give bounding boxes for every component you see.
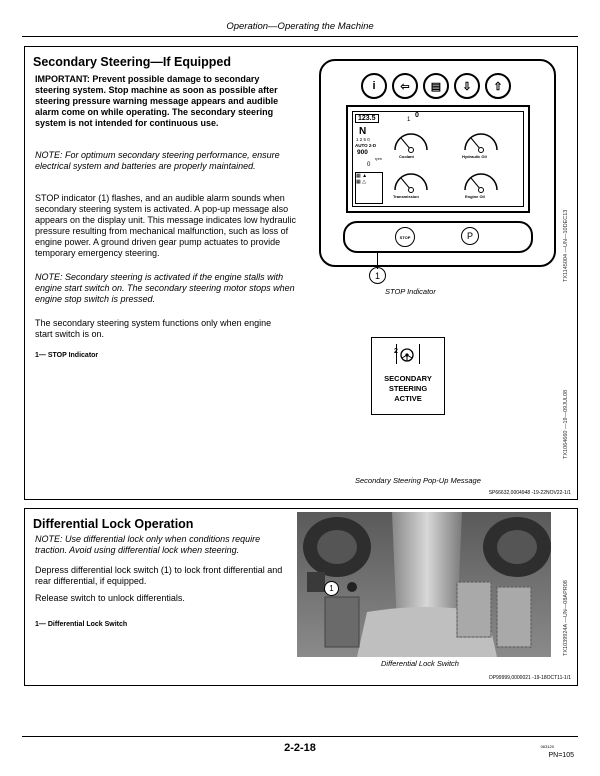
note-1: NOTE: For optimum secondary steering performance, ensure electrical system and batteries are properly maintained. bbox=[35, 150, 280, 171]
steering-wheel-icon bbox=[400, 348, 414, 362]
section-1-ref: SP66632,0004948 -19-22NOV22-1/1 bbox=[488, 490, 571, 496]
menu-icon: ▤ bbox=[423, 73, 449, 99]
engine-oil-gauge-icon bbox=[461, 164, 501, 194]
legend-diff-lock: 1— Differential Lock Switch bbox=[35, 621, 128, 628]
diff-caption: Differential Lock Switch bbox=[381, 659, 459, 668]
page-header: Operation—Operating the Machine bbox=[226, 21, 374, 32]
photo-callout-1: 1 bbox=[324, 581, 339, 596]
popup-line-3: ACTIVE bbox=[394, 394, 422, 403]
rpm2-readout: 900 bbox=[357, 149, 368, 156]
monitor-figure bbox=[319, 59, 556, 267]
page-number: 2-2-18 bbox=[284, 742, 316, 754]
gear-readout: N bbox=[359, 126, 367, 137]
diff-note: NOTE: Use differential lock only when conditions require traction. Avoid using differential lock when steering. bbox=[35, 534, 261, 555]
figure-2-id: TX1064660 —19—09JUL08 bbox=[563, 389, 569, 459]
park-indicator-icon: P bbox=[461, 227, 479, 245]
one-readout: 1 bbox=[407, 117, 411, 123]
auto-readout: AUTO 2-D bbox=[355, 143, 377, 148]
differential-lock-section bbox=[24, 508, 578, 686]
hydraulic-oil-gauge-icon bbox=[461, 124, 501, 154]
stop-indicator: STOP bbox=[395, 227, 415, 247]
rpm-readout: 1 2 5 0 bbox=[356, 137, 370, 142]
paragraph-1: STOP indicator (1) flashes, and an audible alarm sounds when secondary steering system is activated. A pop-up message also appears on the display unit. This message indicates low hydraulic pressure resulting from mechanical malfunction, such as loss of engine power. A ground driven gear pump actuates to provide temporary emergency steering. bbox=[35, 193, 296, 258]
paragraph-2: The secondary steering system functions only when engine start switch is on. bbox=[35, 318, 272, 339]
footer-pn: PN=105 bbox=[548, 752, 574, 759]
secondary-steering-section bbox=[24, 46, 578, 500]
footer-tiny-code: 063120 bbox=[540, 744, 554, 749]
popup-line-1: SECONDARY bbox=[384, 374, 432, 383]
info-button-icon: i bbox=[361, 73, 387, 99]
transmission-label: Transmission bbox=[393, 194, 419, 199]
engine-oil-label: Engine Oil bbox=[465, 194, 485, 199]
speed-readout: 123.5 bbox=[355, 114, 379, 123]
hydraulic-oil-label: Hydraulic Oil bbox=[462, 154, 487, 159]
display-screen bbox=[346, 105, 530, 213]
zero-readout: 0 bbox=[415, 112, 419, 119]
popup-message-figure bbox=[371, 337, 445, 415]
diff-paragraph-2: Release switch to unlock differentials. bbox=[35, 593, 185, 603]
diff-figure-id: TX1039924A —UN—08APR08 bbox=[563, 580, 569, 656]
display-inner bbox=[352, 111, 524, 207]
figure-2-caption: Secondary Steering Pop-Up Message bbox=[355, 476, 481, 485]
section-title: Secondary Steering—If Equipped bbox=[33, 55, 231, 69]
up-arrow-icon: ⇧ bbox=[485, 73, 511, 99]
header-rule bbox=[22, 36, 578, 37]
transmission-gauge-icon bbox=[391, 164, 431, 194]
count-readout: 0 bbox=[367, 162, 371, 168]
down-arrow-icon: ⇩ bbox=[454, 73, 480, 99]
callout-1: 1 bbox=[369, 267, 386, 284]
diff-paragraph-1: Depress differential lock switch (1) to lock front differential and rear differential, if equipped. bbox=[35, 565, 283, 586]
note-2: NOTE: Secondary steering is activated if the engine stalls with engine start switch on. The secondary steering motor stops when engine stop switch is pressed. bbox=[35, 272, 295, 304]
back-arrow-icon: ⇦ bbox=[392, 73, 418, 99]
legend-stop-indicator: 1— STOP Indicator bbox=[35, 352, 99, 359]
coolant-gauge-icon bbox=[391, 124, 431, 154]
status-icons: ▦ ▲ ▦ △ bbox=[355, 172, 383, 204]
footer-rule bbox=[22, 736, 578, 737]
section-2-ref: DP99999,0000021 -19-18OCT11-1/1 bbox=[489, 675, 571, 681]
section-title: Differential Lock Operation bbox=[33, 517, 194, 531]
figure-1-id: TX1145004 —UN—10DEC13 bbox=[563, 209, 569, 282]
coolant-label: Coolant bbox=[399, 154, 414, 159]
rpm-unit: rpm bbox=[375, 156, 382, 161]
popup-num: 2 bbox=[394, 348, 398, 355]
indicator-bar bbox=[343, 221, 533, 253]
important-text: IMPORTANT: Prevent possible damage to secondary steering system. Stop machine as soon as possible after steering pressure warning message appears and audible alarm come on while operating. The secondary steering system is not intended for continuous use. bbox=[35, 74, 279, 128]
popup-line-2: STEERING bbox=[388, 384, 428, 393]
figure-1-caption: STOP Indicator bbox=[385, 287, 436, 296]
